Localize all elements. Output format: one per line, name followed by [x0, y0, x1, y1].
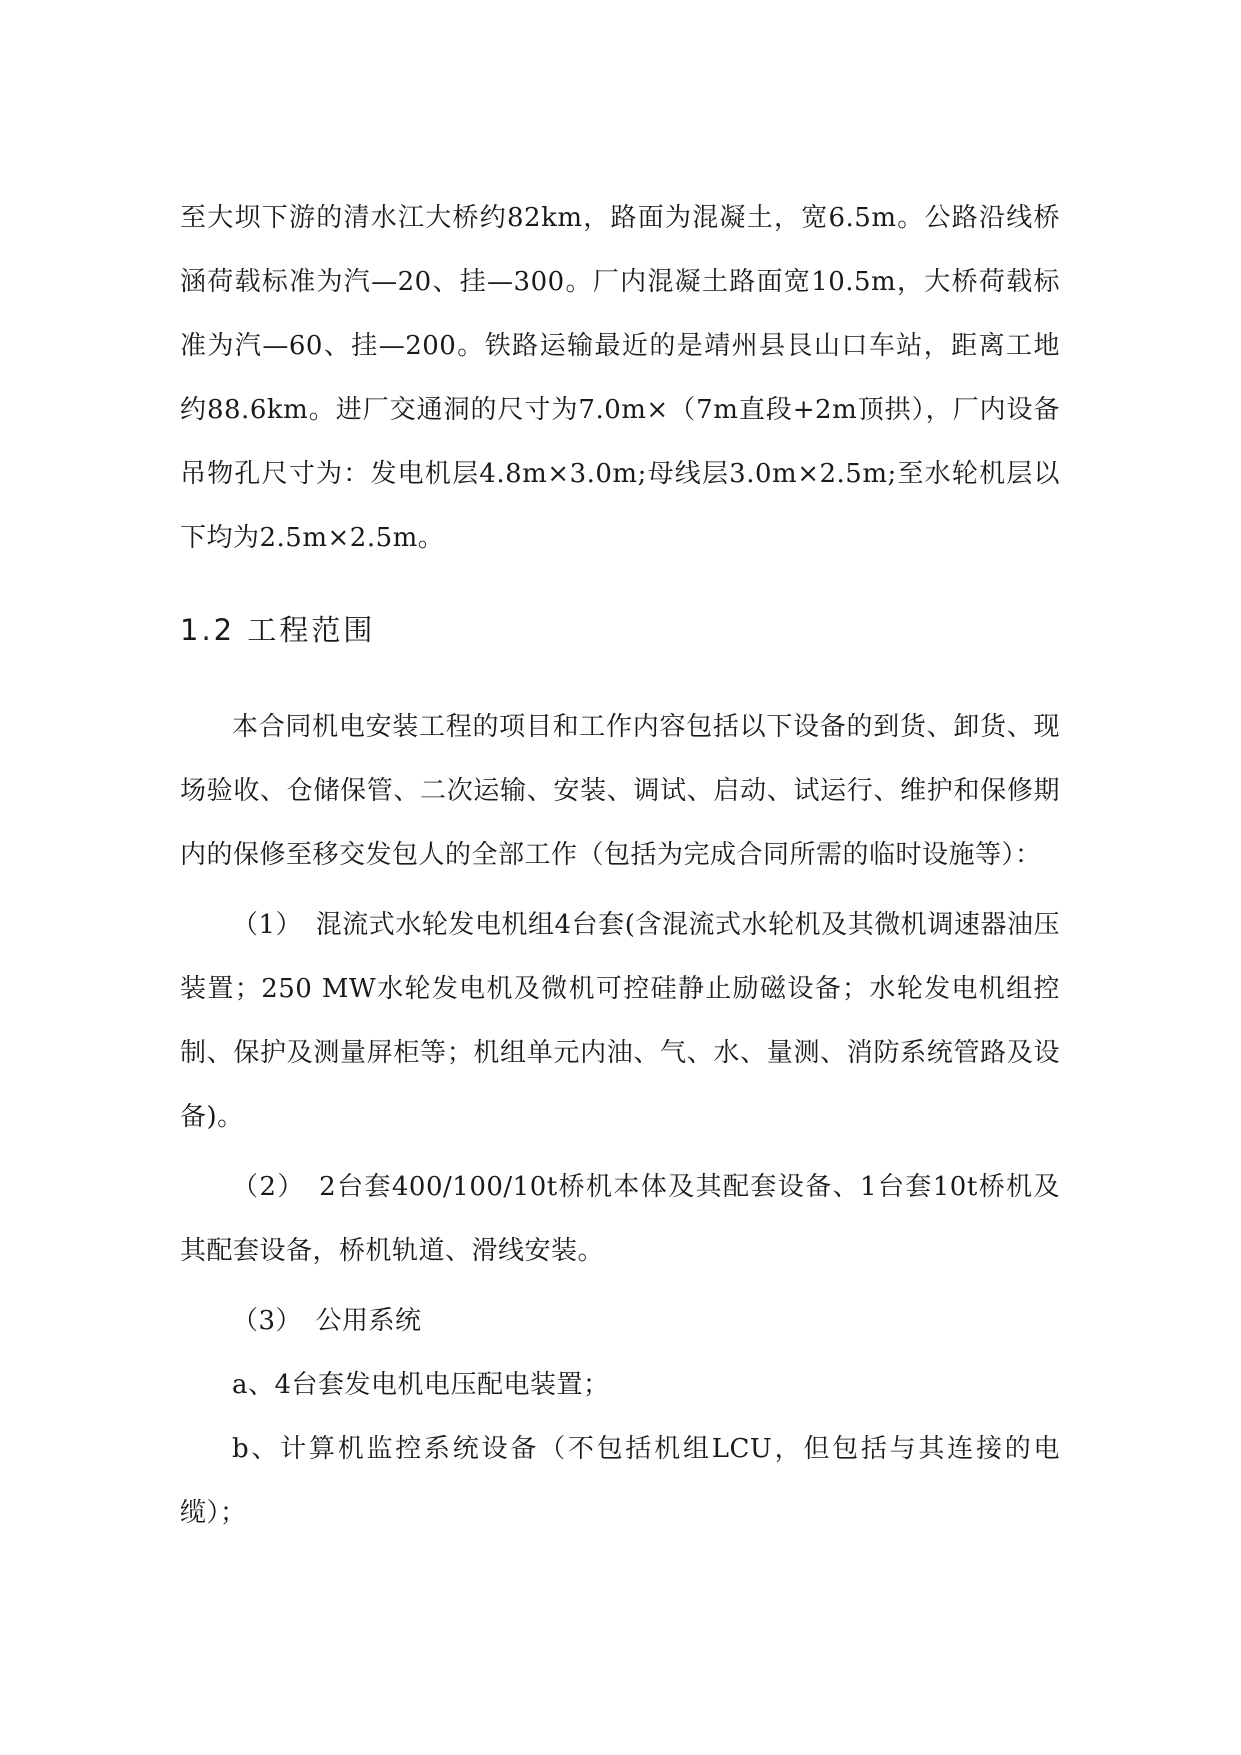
intro-paragraph: 至大坝下游的清水江大桥约82km，路面为混凝土，宽6.5m。公路沿线桥涵荷载标准为汽—20、挂—300。厂内混凝土路面宽10.5m，大桥荷载标准为汽—60、挂—200。铁路运输最近的是靖州县艮山口车站，距离工地约88.6km。进厂交通洞的尺寸为7.0m×（7m直段+2m顶拱），厂内设备吊物孔尺寸为：发电机层4.8m×3.0m;母线层3.0m×2.5m;至水轮机层以下均为2.5m×2.5m。 — [180, 203, 1060, 553]
scope-item-1: （1） 混流式水轮发电机组4台套(含混流式水轮机及其微机调速器油压装置；250 MW水轮发电机及微机可控硅静止励磁设备；水轮发电机组控制、保护及测量屏柜等；机组单元内油、气、水、量测、消防系统管路及设备)。 — [180, 910, 1060, 1132]
scope-item-b: b、计算机监控系统设备（不包括机组LCU，但包括与其连接的电缆）； — [180, 1434, 1060, 1528]
scope-item-a: a、4台套发电机电压配电装置； — [232, 1370, 610, 1400]
scope-paragraph: 本合同机电安装工程的项目和工作内容包括以下设备的到货、卸货、现场验收、仓储保管、二次运输、安装、调试、启动、试运行、维护和保修期内的保修至移交发包人的全部工作（包括为完成合同所需的临时设施等）： — [180, 712, 1060, 870]
scope-item-2: （2） 2台套400/100/10t桥机本体及其配套设备、1台套10t桥机及其配套设备，桥机轨道、滑线安装。 — [180, 1172, 1060, 1266]
scope-item-3: （3） 公用系统 — [232, 1306, 422, 1336]
section-heading: 1.2 工程范围 — [180, 613, 376, 647]
scope-block — [180, 695, 1060, 1545]
intro-block — [180, 186, 1060, 570]
